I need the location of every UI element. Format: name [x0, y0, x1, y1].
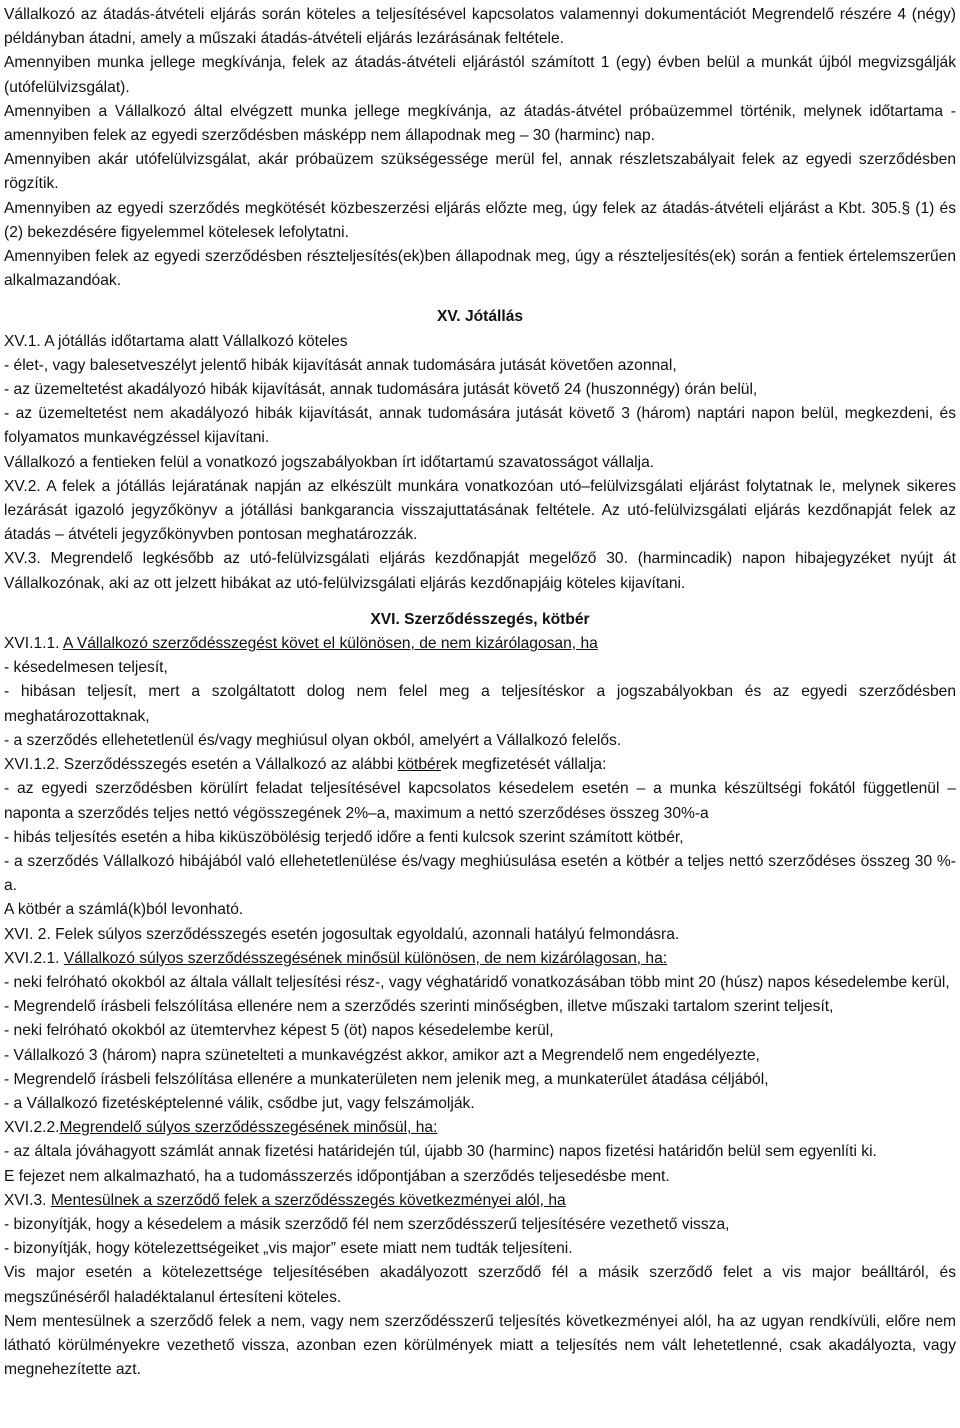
list-item: - a szerződés ellehetetlenül és/vagy meghiúsul olyan okból, amelyért a Vállalkozó felelős.	[4, 731, 622, 749]
paragraph: Amennyiben akár utófelülvizsgálat, akár próbaüzem szükségessége merül fel, annak részletszabályait felek az egyedi szerződésben rögzítik.	[4, 151, 956, 193]
list-item: - neki felróható okokból az ütemtervhez képest 5 (öt) napos késedelembe kerül,	[4, 1022, 554, 1040]
clause-number: XVI.2.1.	[4, 949, 64, 967]
paragraph	[4, 1116, 956, 1140]
clause-text: A jótállás időtartama alatt Vállalkozó köteles	[44, 332, 348, 350]
list-item: - az üzemeltetést akadályozó hibák kijavítását, annak tudomására jutását követő 24 (huszonnégy) órán belül,	[4, 381, 758, 399]
list-item: - Vállalkozó 3 (három) napra szünetelteti a munkavégzést akkor, amikor azt a Megrendelő nem engedélyezte,	[4, 1046, 760, 1064]
clause-text: Vállalkozó súlyos szerződésszegésének minősül különösen, de nem kizárólagosan, ha:	[63, 949, 668, 967]
list-item: - késedelmesen teljesít,	[4, 659, 168, 677]
clause-number: XVI.3.	[4, 1191, 51, 1209]
clause-number: XV.1.	[4, 332, 45, 350]
paragraph: XVI. 2. Felek súlyos szerződésszegés esetén jogosultak egyoldalú, azonnali hatályú felmondásra.	[4, 925, 680, 943]
clause-number: XVI.2.2.	[4, 1119, 60, 1137]
paragraph: Amennyiben munka jellege megkívánja, felek az átadás-átvételi eljárástól számított 1 (egy) évben belül a munkát újból megvizsgálják (utófelülvizsgálat).	[4, 54, 956, 96]
paragraph: A kötbér a számlá(k)ból levonható.	[4, 901, 244, 919]
paragraph: Nem mentesülnek a szerződő felek a nem, vagy nem szerződésszerű teljesítés következményei alól, ha az ugyan rendkívüli, előre nem látható körülményekre vezethető vissza, azonban ezen körülmények miatt a teljesítés nem vált lehetetlenné, csak akadályozta, vagy megnehezítette azt.	[4, 1312, 956, 1379]
list-item: - az egyedi szerződésben körülírt feladat teljesítésével kapcsolatos késedelem esetén – a munka készültségi fokától függetlenül – naponta a szerződés teljes nettó végösszegének 2%–a, maximum a nettó szerződéses összeg 30%-a	[4, 780, 956, 822]
paragraph	[4, 330, 956, 354]
underlined-word: kötbér	[397, 756, 441, 774]
clause-number: XVI.1.1.	[4, 635, 63, 653]
clause-text: Mentesülnek a szerződő felek a szerződésszegés következményei alól, ha	[50, 1191, 566, 1209]
list-item: - a szerződés Vállalkozó hibájából való ellehetetlenülése és/vagy meghiúsulása esetén a kötbér a teljes nettó szerződéses összeg 30 %-a.	[4, 852, 956, 895]
list-item: - bizonyítják, hogy kötelezettségeiket „vis major” esete miatt nem tudták teljesíteni.	[4, 1240, 573, 1258]
list-item: - Megrendelő írásbeli felszólítása ellenére a munkaterületen nem jelenik meg, a munkaterület átadása céljából,	[4, 1070, 769, 1088]
paragraph	[4, 632, 956, 656]
section-heading-xvi: XVI. Szerződésszegés, kötbér	[370, 610, 590, 628]
paragraph: Vállalkozó az átadás-átvételi eljárás során köteles a teljesítésével kapcsolatos valamennyi dokumentációt Megrendelő részére 4 (négy) példányban átadni, amely a műszaki átadás-átvételi eljárás lezárásának feltétele.	[4, 6, 956, 48]
paragraph	[4, 1189, 956, 1213]
list-item: - Megrendelő írásbeli felszólítása ellenére nem a szerződés szerinti minőségben, illetve műszaki tartalom szerint teljesít,	[4, 998, 834, 1016]
paragraph	[4, 947, 956, 971]
paragraph: Vis major esetén a kötelezettsége teljesítésében akadályozott szerződő fél a másik szerződő felet a vis major beálltáról, és megszűnéséről haladéktalanul értesíteni köteles.	[4, 1264, 956, 1306]
clause-text: XVI.1.2. Szerződésszegés esetén a Vállalkozó az alábbi	[4, 756, 398, 774]
paragraph: Amennyiben az egyedi szerződés megkötését közbeszerzési eljárás előzte meg, úgy felek az átadás-átvételi eljárást a Kbt. 305.§ (1) és (2) bekezdésére figyelemmel kötelesek lefolytatni.	[4, 199, 956, 241]
clause-text: ek megfizetését vállalja:	[440, 756, 607, 774]
list-item: - bizonyítják, hogy a késedelem a másik szerződő fél nem szerződésszerű teljesítésére vezethető vissza,	[4, 1215, 730, 1233]
paragraph: Amennyiben felek az egyedi szerződésben részteljesítés(ek)ben állapodnak meg, úgy a részteljesítés(ek) során a fentiek értelemszerűen alkalmazandóak.	[4, 248, 956, 290]
clause-text: A Vállalkozó szerződésszegést követ el különösen, de nem kizárólagosan, ha	[62, 635, 598, 653]
paragraph: XV.3. Megrendelő legkésőbb az utó-felülvizsgálati eljárás kezdőnapját megelőző 30. (harmincadik) napon hibajegyzéket nyújt át Vállalkozónak, aki az ott jelzett hibákat az utó-felülvizsgálati eljárás kezdőnapjáig köteles kijavítani.	[4, 550, 956, 592]
list-item: - az általa jóváhagyott számlát annak fizetési határidején túl, újabb 30 (harminc) napos fizetési határidőn belül sem egyenlíti ki.	[4, 1143, 877, 1161]
paragraph: XV.2. A felek a jótállás lejáratának napján az elkészült munkára vonatkozóan utó–felülvizsgálati eljárást folytatnak le, melynek sikeres lezárását igazoló jegyzőkönyv a jótállási bankgarancia visszajuttatásának feltétele. Az utó-felülvizsgálati eljárás kezdőnapját felek az átadás – átvételi jegyzőkönyvben pontosan meghatározzák.	[4, 477, 956, 544]
list-item: - a Vállalkozó fizetésképtelenné válik, csődbe jut, vagy felszámolják.	[4, 1094, 475, 1112]
paragraph: E fejezet nem alkalmazható, ha a tudomásszerzés időpontjában a szerződés teljesedésbe ment.	[4, 1167, 670, 1185]
paragraph	[4, 753, 956, 777]
paragraph: Vállalkozó a fentieken felül a vonatkozó jogszabályokban írt időtartamú szavatosságot vállalja.	[4, 453, 655, 471]
list-item: - az üzemeltetést nem akadályozó hibák kijavítását, annak tudomására jutását követő 3 (három) naptári napon belül, megkezdeni, és folyamatos munkavégzéssel kijavítani.	[4, 405, 956, 447]
clause-text: Megrendelő súlyos szerződésszegésének minősül, ha:	[59, 1119, 438, 1137]
paragraph: Amennyiben a Vállalkozó által elvégzett munka jellege megkívánja, az átadás-átvétel próbaüzemmel történik, melynek időtartama - amennyiben felek az egyedi szerződésben másképp nem állapodnak meg – 30 (harminc) nap.	[4, 102, 956, 145]
list-item: - élet-, vagy balesetveszélyt jelentő hibák kijavítását annak tudomására jutását követően azonnal,	[4, 356, 677, 374]
list-item: - hibásan teljesít, mert a szolgáltatott dolog nem felel meg a teljesítéskor a jogszabályokban és az egyedi szerződésben meghatározottaknak,	[4, 683, 956, 725]
list-item: - hibás teljesítés esetén a hiba kiküszöbölésig terjedő időre a fenti kulcsok szerint számított kötbér,	[4, 828, 684, 846]
list-item: - neki felróható okokból az általa vállalt teljesítési rész-, vagy véghatáridő vonatkozásában több mint 20 (húsz) napos késedelembe kerül,	[4, 973, 950, 991]
section-heading-xv: XV. Jótállás	[436, 308, 524, 326]
